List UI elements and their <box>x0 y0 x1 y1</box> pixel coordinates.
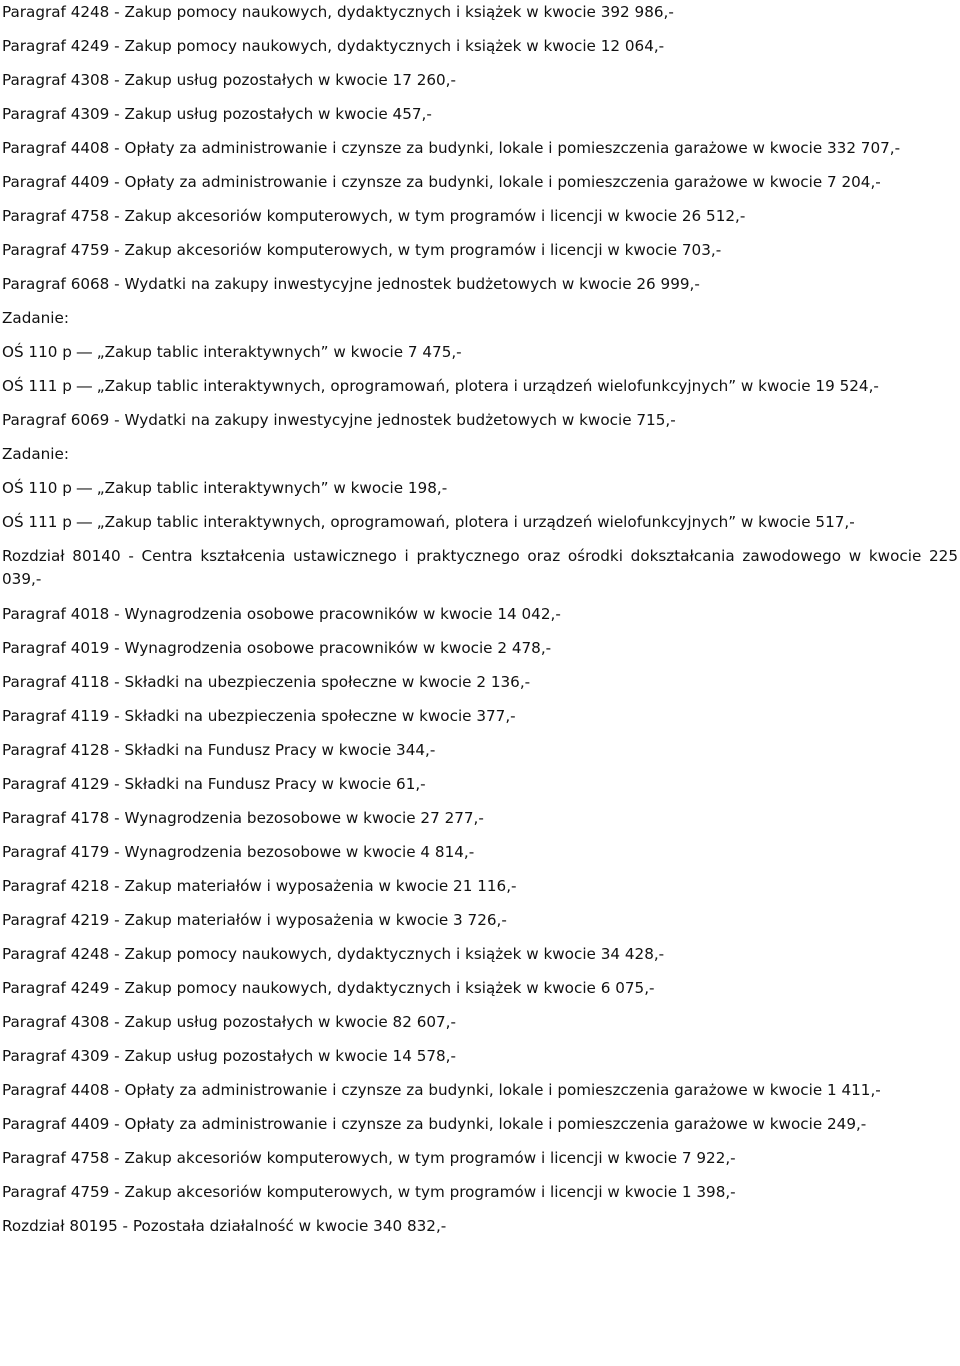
line-task-os-110: OŚ 110 p ― „Zakup tablic interaktywnych” w kwocie 198,- <box>2 479 448 497</box>
line-paragraf-4308: Paragraf 4308 - Zakup usług pozostałych w kwocie 17 260,- <box>2 71 456 89</box>
line-paragraf-4128: Paragraf 4128 - Składki na Fundusz Pracy w kwocie 344,- <box>2 741 436 759</box>
line-paragraf-4409: Paragraf 4409 - Opłaty za administrowanie i czynsze za budynki, lokale i pomieszczenia garażowe w kwocie 249,- <box>2 1115 867 1133</box>
line-zadanie-heading: Zadanie: <box>2 445 69 463</box>
line-paragraf-4758: Paragraf 4758 - Zakup akcesoriów komputerowych, w tym programów i licencji w kwocie 7 922,- <box>2 1149 736 1167</box>
line-paragraf-4248: Paragraf 4248 - Zakup pomocy naukowych, dydaktycznych i książek w kwocie 34 428,- <box>2 945 665 963</box>
line-paragraf-4179: Paragraf 4179 - Wynagrodzenia bezosobowe w kwocie 4 814,- <box>2 843 475 861</box>
line-paragraf-6069: Paragraf 6069 - Wydatki na zakupy inwestycyjne jednostek budżetowych w kwocie 715,- <box>2 411 676 429</box>
line-paragraf-4758: Paragraf 4758 - Zakup akcesoriów komputerowych, w tym programów i licencji w kwocie 26 512,- <box>2 207 746 225</box>
line-paragraf-4018: Paragraf 4018 - Wynagrodzenia osobowe pracowników w kwocie 14 042,- <box>2 605 561 623</box>
line-paragraf-4308: Paragraf 4308 - Zakup usług pozostałych w kwocie 82 607,- <box>2 1013 456 1031</box>
line-task-os-110: OŚ 110 p ― „Zakup tablic interaktywnych” w kwocie 7 475,- <box>2 343 462 361</box>
line-rozdzial-80140: Rozdział 80140 - Centra kształcenia ustawicznego i praktycznego oraz ośrodki dokształcania zawodowego w kwocie 225 039,- <box>2 547 958 588</box>
line-paragraf-4409: Paragraf 4409 - Opłaty za administrowanie i czynsze za budynki, lokale i pomieszczenia garażowe w kwocie 7 204,- <box>2 173 881 191</box>
line-paragraf-4408: Paragraf 4408 - Opłaty za administrowanie i czynsze za budynki, lokale i pomieszczenia garażowe w kwocie 1 411,- <box>2 1081 881 1099</box>
line-paragraf-4759: Paragraf 4759 - Zakup akcesoriów komputerowych, w tym programów i licencji w kwocie 1 398,- <box>2 1183 736 1201</box>
line-rozdzial-80195: Rozdział 80195 - Pozostała działalność w kwocie 340 832,- <box>2 1217 447 1235</box>
line-paragraf-4129: Paragraf 4129 - Składki na Fundusz Pracy w kwocie 61,- <box>2 775 426 793</box>
line-paragraf-4759: Paragraf 4759 - Zakup akcesoriów komputerowych, w tym programów i licencji w kwocie 703,- <box>2 241 722 259</box>
line-paragraf-4019: Paragraf 4019 - Wynagrodzenia osobowe pracowników w kwocie 2 478,- <box>2 639 552 657</box>
line-paragraf-4309: Paragraf 4309 - Zakup usług pozostałych w kwocie 14 578,- <box>2 1047 456 1065</box>
line-zadanie-heading: Zadanie: <box>2 309 69 327</box>
line-paragraf-6068: Paragraf 6068 - Wydatki na zakupy inwestycyjne jednostek budżetowych w kwocie 26 999,- <box>2 275 700 293</box>
line-task-os-111: OŚ 111 p ― „Zakup tablic interaktywnych, oprogramowań, plotera i urządzeń wielofunkcyjnych” w kwocie 517,- <box>2 513 855 531</box>
line-paragraf-4178: Paragraf 4178 - Wynagrodzenia bezosobowe w kwocie 27 277,- <box>2 809 484 827</box>
line-paragraf-4309: Paragraf 4309 - Zakup usług pozostałych w kwocie 457,- <box>2 105 432 123</box>
line-paragraf-4248: Paragraf 4248 - Zakup pomocy naukowych, dydaktycznych i książek w kwocie 392 986,- <box>2 3 674 21</box>
line-paragraf-4118: Paragraf 4118 - Składki na ubezpieczenia społeczne w kwocie 2 136,- <box>2 673 531 691</box>
line-task-os-111: OŚ 111 p ― „Zakup tablic interaktywnych, oprogramowań, plotera i urządzeń wielofunkcyjnych” w kwocie 19 524,- <box>2 377 879 395</box>
line-paragraf-4119: Paragraf 4119 - Składki na ubezpieczenia społeczne w kwocie 377,- <box>2 707 516 725</box>
line-paragraf-4249: Paragraf 4249 - Zakup pomocy naukowych, dydaktycznych i książek w kwocie 6 075,- <box>2 979 655 997</box>
line-paragraf-4249: Paragraf 4249 - Zakup pomocy naukowych, dydaktycznych i książek w kwocie 12 064,- <box>2 37 665 55</box>
line-paragraf-4218: Paragraf 4218 - Zakup materiałów i wyposażenia w kwocie 21 116,- <box>2 877 517 895</box>
line-paragraf-4408: Paragraf 4408 - Opłaty za administrowanie i czynsze za budynki, lokale i pomieszczenia garażowe w kwocie 332 707,- <box>2 139 901 157</box>
line-paragraf-4219: Paragraf 4219 - Zakup materiałów i wyposażenia w kwocie 3 726,- <box>2 911 507 929</box>
